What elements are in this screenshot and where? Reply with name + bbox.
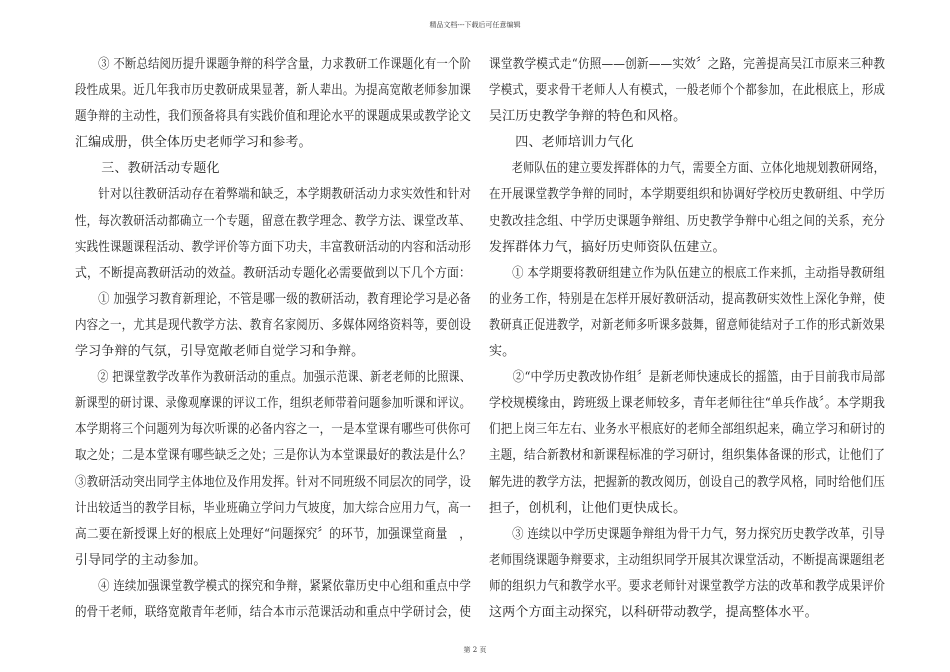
text-line: 引导同学的主动参加。 [75, 552, 207, 568]
text-line: 高二要在新授课上好的根底上处理好“问题探究〞的环节，加强课堂商量 ， [75, 526, 472, 542]
text-line: 内容之一，尤其是现代教学方法、教育名家阅历、多媒体网络资料等，要创设 [75, 317, 472, 333]
text-line: 老师队伍的建立要发挥群体的力气，需要全方面、立体化地规划教研网络， [489, 161, 886, 177]
text-line: 实。 [489, 344, 516, 360]
text-line: 老师围绕课题争辩要求，主动组织同学开展其次课堂活动，不断提高课题组老 [489, 552, 886, 568]
text-line: 本学期将三个问题列为每次听课的必备内容之一，一是本堂课有哪些可供你可 [75, 422, 472, 438]
text-line: 计出较适当的教学目标，毕业班确立学问力气坡度，加大综合应用力气，高一 [75, 500, 472, 516]
text-line: 性，每次教研活动都确立一个专题，留意在教学理念、教学方法、课堂改革、 [75, 213, 472, 229]
text-line: 的骨干老师，联络宽敞青年老师，结合本市示范课活动和重点中学研讨会，使 [75, 604, 472, 620]
text-line: 课堂教学模式走“仿照——创新——实效〞之路，完善提高吴江市原来三种教 [489, 57, 886, 72]
text-line: 学习争辩的气氛，引导宽敞老师自觉学习和争辩。 [75, 344, 365, 360]
page-header: 精品文档---下载后可任意编辑 [429, 21, 521, 29]
text-line: 段性成果。近几年我市历史教研成果显著，新人辈出。为提高宽敞老师参加课 [75, 83, 472, 99]
text-line: 三、教研活动专题化 [75, 161, 220, 177]
text-line: 的业务工作，特别是在怎样开展好教研活动，提高教研实效性上深化争辩，使 [489, 291, 886, 307]
text-line: 针对以往教研活动存在着弊端和缺乏，本学期教研活动力求实效性和针对 [75, 187, 472, 203]
text-line: 式，不断提高教研活动的效益。教研活动专题化必需要做到以下几个方面： [75, 265, 471, 281]
text-line: 四、老师培训力气化 [489, 135, 634, 151]
text-line: ④ 连续加强课堂教学模式的探究和争辩，紧紧依靠历史中心组和重点中学 [75, 578, 472, 594]
text-line: 在开展课堂教学争辩的同时，本学期要组织和协调好学校历史教研组、中学历 [489, 187, 886, 203]
text-line: ① 本学期要将教研组建立作为队伍建立的根底工作来抓，主动指导教研组 [489, 265, 886, 281]
text-line: 实践性课题课程活动、教学评价等方面下功夫，丰富教研活动的内容和活动形 [75, 239, 472, 255]
text-line: ② 把课堂教学改革作为教研活动的重点。加强示范课、新老老师的比照课、 [75, 370, 471, 386]
text-line: 解先进的教学方法，把握新的教改阅历，创设自己的教学风格，同时给他们压 [489, 474, 886, 490]
text-line: ③教研活动突出同学主体地位及作用发挥。针对不同班级不同层次的同学，设 [75, 474, 472, 490]
left-column [75, 52, 471, 626]
text-line: ③ 不断总结阅历提升课题争辩的科学含量，力求教研工作课题化有一个阶 [75, 57, 472, 72]
text-line: 发挥群体力气，搞好历史师资队伍建立。 [489, 239, 726, 255]
text-line: 吴江历史教学争辩的特色和风格。 [489, 109, 687, 125]
text-line: ③ 连续以中学历史课题争辩组为骨干力气，努力探究历史教学改革，引导 [489, 526, 886, 542]
right-column [489, 52, 885, 626]
text-line: 汇编成册，供全体历史老师学习和参考。 [75, 135, 312, 151]
text-line: 学模式，要求骨干老师人人有模式，一般老师个个都参加，在此根底上，形成 [489, 83, 886, 99]
text-line: 教研真正促进教学，对新老师多听课多鼓舞，留意师徒结对子工作的形式新效果 [489, 317, 886, 333]
text-line: 主题，结合新教材和新课程标准的学习研讨，组织集体备课的形式，让他们了 [489, 448, 886, 464]
text-line: 们把上岗三年左右、业务水平根底好的老师全部组织起来，确立学习和研讨的 [489, 422, 886, 438]
text-line: 取之处；二是本堂课有哪些缺乏之处；三是你认为本堂课最好的教法是什么？ [75, 448, 472, 464]
text-line: 题争辩的主动性，我们预备将具有实践价值和理论水平的课题成果或教学论文 [75, 109, 472, 125]
text-line: 史教改挂念组、中学历史课题争辩组、历史教学争辩中心组之间的关系，充分 [489, 213, 886, 229]
text-line: ②“中学历史教改协作组〞是新老师快速成长的摇篮，由于目前我市局部 [489, 370, 886, 386]
text-line: ① 加强学习教育新理论，不管是哪一级的教研活动，教育理论学习是必备 [75, 291, 472, 307]
text-line: 担子，创机利，让他们更快成长。 [489, 500, 687, 516]
page-number: 第 2 页 [463, 646, 487, 654]
text-line: 新课型的研讨课、录像观摩课的评议工作，组织老师带着问题参加听课和评议。 [75, 396, 472, 412]
text-line: 学校规模缘由，跨班级上课老师较多，青年老师往往“单兵作战〞。本学期我 [489, 396, 885, 412]
text-line: 这两个方面主动探究，以科研带动教学，提高整体水平。 [489, 604, 818, 620]
text-line: 师的组织力气和教学水平。要求老师针对课堂教学方法的改革和教学成果评价 [489, 578, 886, 594]
